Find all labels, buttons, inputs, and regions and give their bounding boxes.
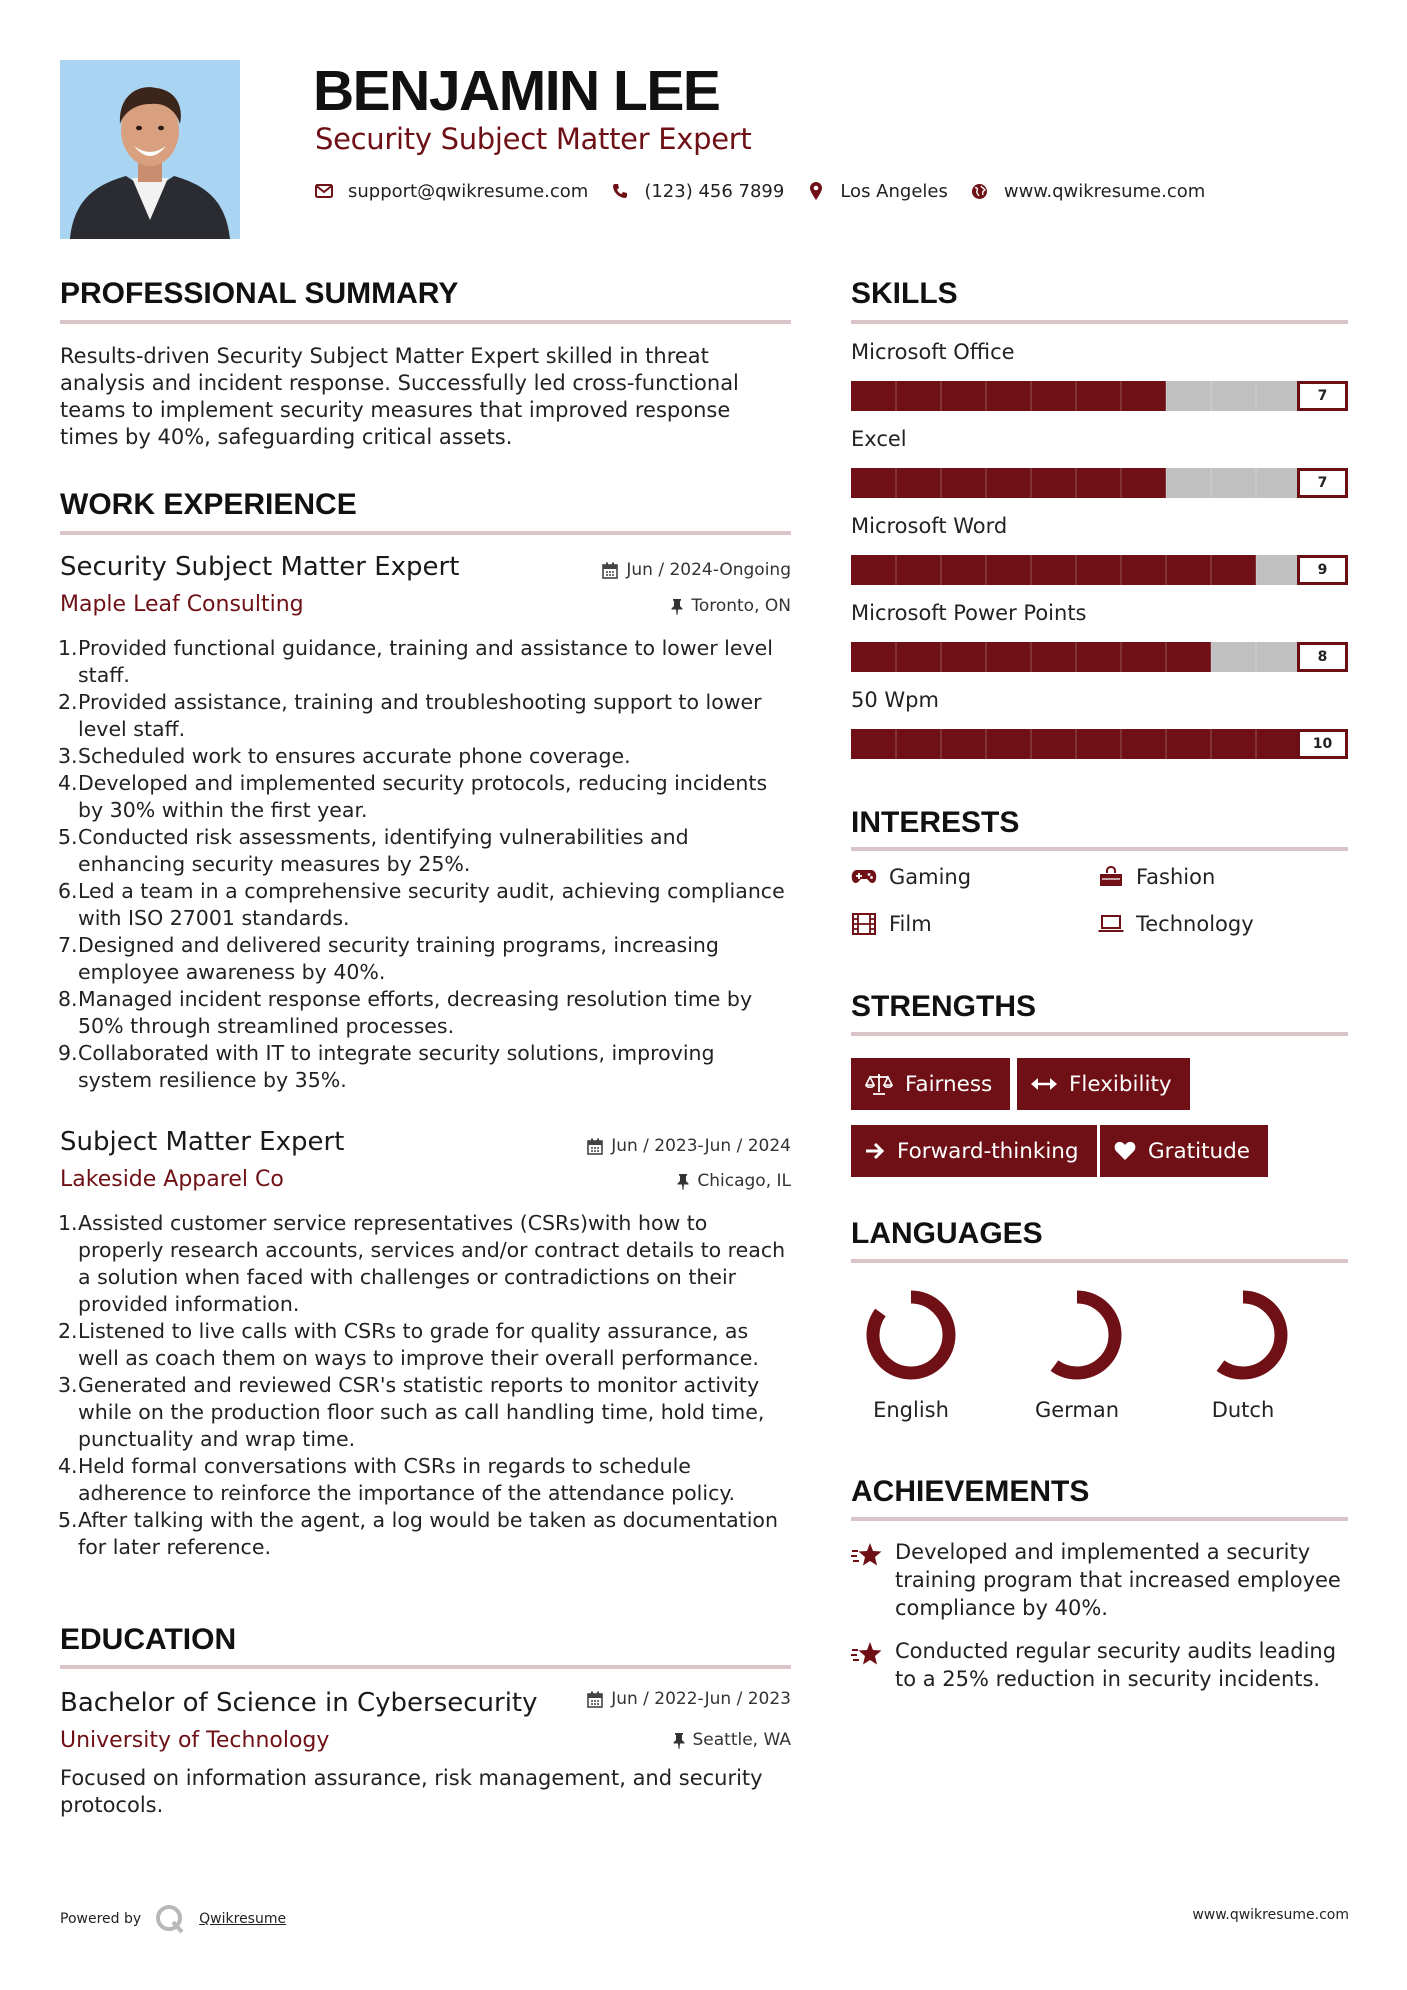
- skill-level-value: 10: [1297, 729, 1348, 759]
- skills-heading: SKILLS: [851, 277, 958, 310]
- skill-level-bar: [851, 642, 1348, 672]
- section-divider: [60, 1665, 791, 1669]
- language-name: English: [873, 1398, 949, 1422]
- language-name: German: [1034, 1398, 1120, 1422]
- responsibility-item: 7. Designed and delivered security training programs, increasing employee awareness by 40%.: [58, 933, 719, 984]
- arrow-right-icon: [865, 1142, 885, 1160]
- section-divider: [851, 320, 1348, 324]
- globe-icon: [970, 181, 990, 201]
- responsibility-item: 5. Conducted risk assessments, identifying vulnerabilities and enhancing security measures by 25%.: [58, 825, 689, 876]
- language-item: [1012, 1285, 1142, 1422]
- skill-name: 50 Wpm: [851, 688, 939, 712]
- shopping-bag-icon: [1098, 866, 1124, 888]
- strength-chip: Forward-thinking: [851, 1125, 1097, 1177]
- candidate-name: BENJAMIN LEE: [313, 59, 720, 123]
- envelope-icon: [314, 181, 334, 201]
- interests-heading: INTERESTS: [851, 806, 1020, 839]
- skill-level-value: 7: [1297, 381, 1348, 411]
- section-divider: [851, 1032, 1348, 1036]
- powered-by-label: Powered by: [60, 1911, 142, 1927]
- responsibility-item: 2. Provided assistance, training and troubleshooting support to lower level staff.: [58, 690, 762, 741]
- language-proficiency-ring: [1193, 1285, 1293, 1385]
- section-divider: [851, 1259, 1348, 1263]
- star-icon: [851, 1637, 895, 1693]
- gamepad-icon: [851, 869, 877, 885]
- achievements-heading: ACHIEVEMENTS: [851, 1475, 1090, 1508]
- job-location: Chicago, IL: [677, 1171, 791, 1191]
- responsibility-item: 9. Collaborated with IT to integrate security solutions, improving system resilience by 35%.: [58, 1041, 715, 1092]
- pushpin-icon: [677, 1173, 689, 1190]
- job-dates: Jun / 2024-Ongoing: [602, 560, 791, 580]
- contact-phone[interactable]: (123) 456 7899: [644, 180, 785, 202]
- job-dates: Jun / 2023-Jun / 2024: [587, 1136, 791, 1156]
- strength-chip: Flexibility: [1017, 1058, 1190, 1110]
- film-icon: [851, 913, 877, 935]
- responsibility-item: 3. Generated and reviewed CSR's statistic reports to monitor activity while on the production floor such as call handling time, hold time, punctuality and wrap time.: [58, 1373, 765, 1451]
- skill-level-fill: [851, 468, 1166, 498]
- education-heading: EDUCATION: [60, 1623, 237, 1656]
- responsibility-item: 6. Led a team in a comprehensive security audit, achieving compliance with ISO 27001 standards.: [58, 879, 785, 930]
- skill-name: Microsoft Word: [851, 514, 1008, 538]
- responsibility-item: 4. Developed and implemented security protocols, reducing incidents by 30% within the first year.: [58, 771, 768, 822]
- job-responsibilities: [60, 1210, 795, 1561]
- skill-name: Excel: [851, 427, 907, 451]
- language-item: [1178, 1285, 1308, 1422]
- degree-title: Bachelor of Science in Cybersecurity: [60, 1688, 538, 1718]
- footer-powered: [60, 1904, 286, 1934]
- section-divider: [60, 531, 791, 535]
- interest-item: Film: [851, 912, 932, 936]
- education-description: Focused on information assurance, risk management, and security protocols.: [60, 1766, 763, 1817]
- education-location: Seattle, WA: [673, 1730, 792, 1750]
- skill-level-bar: [851, 555, 1348, 585]
- responsibility-item: 2. Listened to live calls with CSRs to grade for quality assurance, as well as coach them on ways to improve their overall performance.: [58, 1319, 759, 1370]
- company-name: Maple Leaf Consulting: [60, 592, 304, 617]
- phone-icon: [610, 181, 630, 201]
- skill-name: Microsoft Power Points: [851, 601, 1087, 625]
- calendar-icon: [587, 1138, 603, 1155]
- laptop-icon: [1098, 915, 1124, 933]
- skill-level-value: 9: [1297, 555, 1348, 585]
- pushpin-icon: [673, 1732, 685, 1749]
- summary-heading: PROFESSIONAL SUMMARY: [60, 277, 459, 310]
- job-title: Security Subject Matter Expert: [60, 552, 460, 582]
- candidate-title: Security Subject Matter Expert: [315, 122, 752, 156]
- contact-email[interactable]: support@qwikresume.com: [348, 180, 589, 202]
- skill-level-bar: [851, 468, 1348, 498]
- balance-scale-icon: [865, 1073, 893, 1095]
- skill-level-value: 8: [1297, 642, 1348, 672]
- contact-location: Los Angeles: [840, 180, 948, 202]
- school-name: University of Technology: [60, 1728, 330, 1753]
- section-divider: [851, 847, 1348, 851]
- calendar-icon: [587, 1691, 603, 1708]
- responsibility-item: 5. After talking with the agent, a log would be taken as documentation for later reference.: [58, 1508, 778, 1559]
- job-location: Toronto, ON: [671, 596, 791, 616]
- education-dates: Jun / 2022-Jun / 2023: [587, 1689, 791, 1709]
- responsibility-item: 8. Managed incident response efforts, decreasing resolution time by 50% through streamlined processes.: [58, 987, 753, 1038]
- profile-photo: [60, 60, 240, 239]
- achievement-item: Developed and implemented a security training program that increased employee compliance by 40%.: [851, 1538, 1348, 1622]
- strength-chip: Gratitude: [1100, 1125, 1268, 1177]
- achievement-item: Conducted regular security audits leading to a 25% reduction in security incidents.: [851, 1637, 1348, 1693]
- responsibility-item: 1. Assisted customer service representatives (CSRs)with how to properly research accounts, services and/or contract details to reach a solution when faced with challenges or contradictions on their provided information.: [58, 1211, 786, 1316]
- skill-level-fill: [851, 555, 1256, 585]
- section-divider: [851, 1517, 1348, 1521]
- pushpin-icon: [671, 598, 683, 615]
- section-divider: [60, 320, 791, 324]
- responsibility-item: 1. Provided functional guidance, training and assistance to lower level staff.: [58, 636, 773, 687]
- contact-bar: [314, 177, 1227, 205]
- job-responsibilities: [60, 635, 795, 1094]
- language-proficiency-ring: [1027, 1285, 1127, 1385]
- languages-heading: LANGUAGES: [851, 1217, 1043, 1250]
- job-title: Subject Matter Expert: [60, 1127, 345, 1157]
- interest-item: Fashion: [1098, 865, 1215, 889]
- summary-text: Results-driven Security Subject Matter Expert skilled in threat analysis and incident response. Successfully led cross-functional teams to implement security measures that improved response times by 40%, safeguarding critical assets.: [60, 344, 739, 449]
- arrows-horizontal-icon: [1031, 1077, 1057, 1091]
- interest-item: Technology: [1098, 912, 1254, 936]
- experience-heading: WORK EXPERIENCE: [60, 488, 357, 521]
- star-icon: [851, 1538, 895, 1622]
- contact-website[interactable]: www.qwikresume.com: [1003, 180, 1206, 202]
- language-proficiency-ring: [861, 1285, 961, 1385]
- language-name: Dutch: [1211, 1398, 1275, 1422]
- company-name: Lakeside Apparel Co: [60, 1167, 284, 1192]
- calendar-icon: [602, 562, 618, 579]
- skill-level-bar: [851, 381, 1348, 411]
- footer-website[interactable]: www.qwikresume.com: [1192, 1907, 1349, 1923]
- skill-name: Microsoft Office: [851, 340, 1015, 364]
- qwikresume-logo-icon: [155, 1904, 185, 1934]
- responsibility-item: 3. Scheduled work to ensures accurate phone coverage.: [58, 744, 631, 768]
- strengths-heading: STRENGTHS: [851, 990, 1037, 1023]
- skill-level-fill: [851, 381, 1166, 411]
- responsibility-item: 4. Held formal conversations with CSRs in regards to schedule adherence to reinforce the importance of the attendance policy.: [58, 1454, 736, 1505]
- strength-chip: Fairness: [851, 1058, 1010, 1110]
- heart-icon: [1114, 1141, 1136, 1161]
- interest-item: Gaming: [851, 865, 971, 889]
- skill-level-value: 7: [1297, 468, 1348, 498]
- language-item: [846, 1285, 976, 1422]
- map-marker-icon: [806, 181, 826, 201]
- qwikresume-link[interactable]: Qwikresume: [199, 1911, 287, 1927]
- skill-level-bar: [851, 729, 1348, 759]
